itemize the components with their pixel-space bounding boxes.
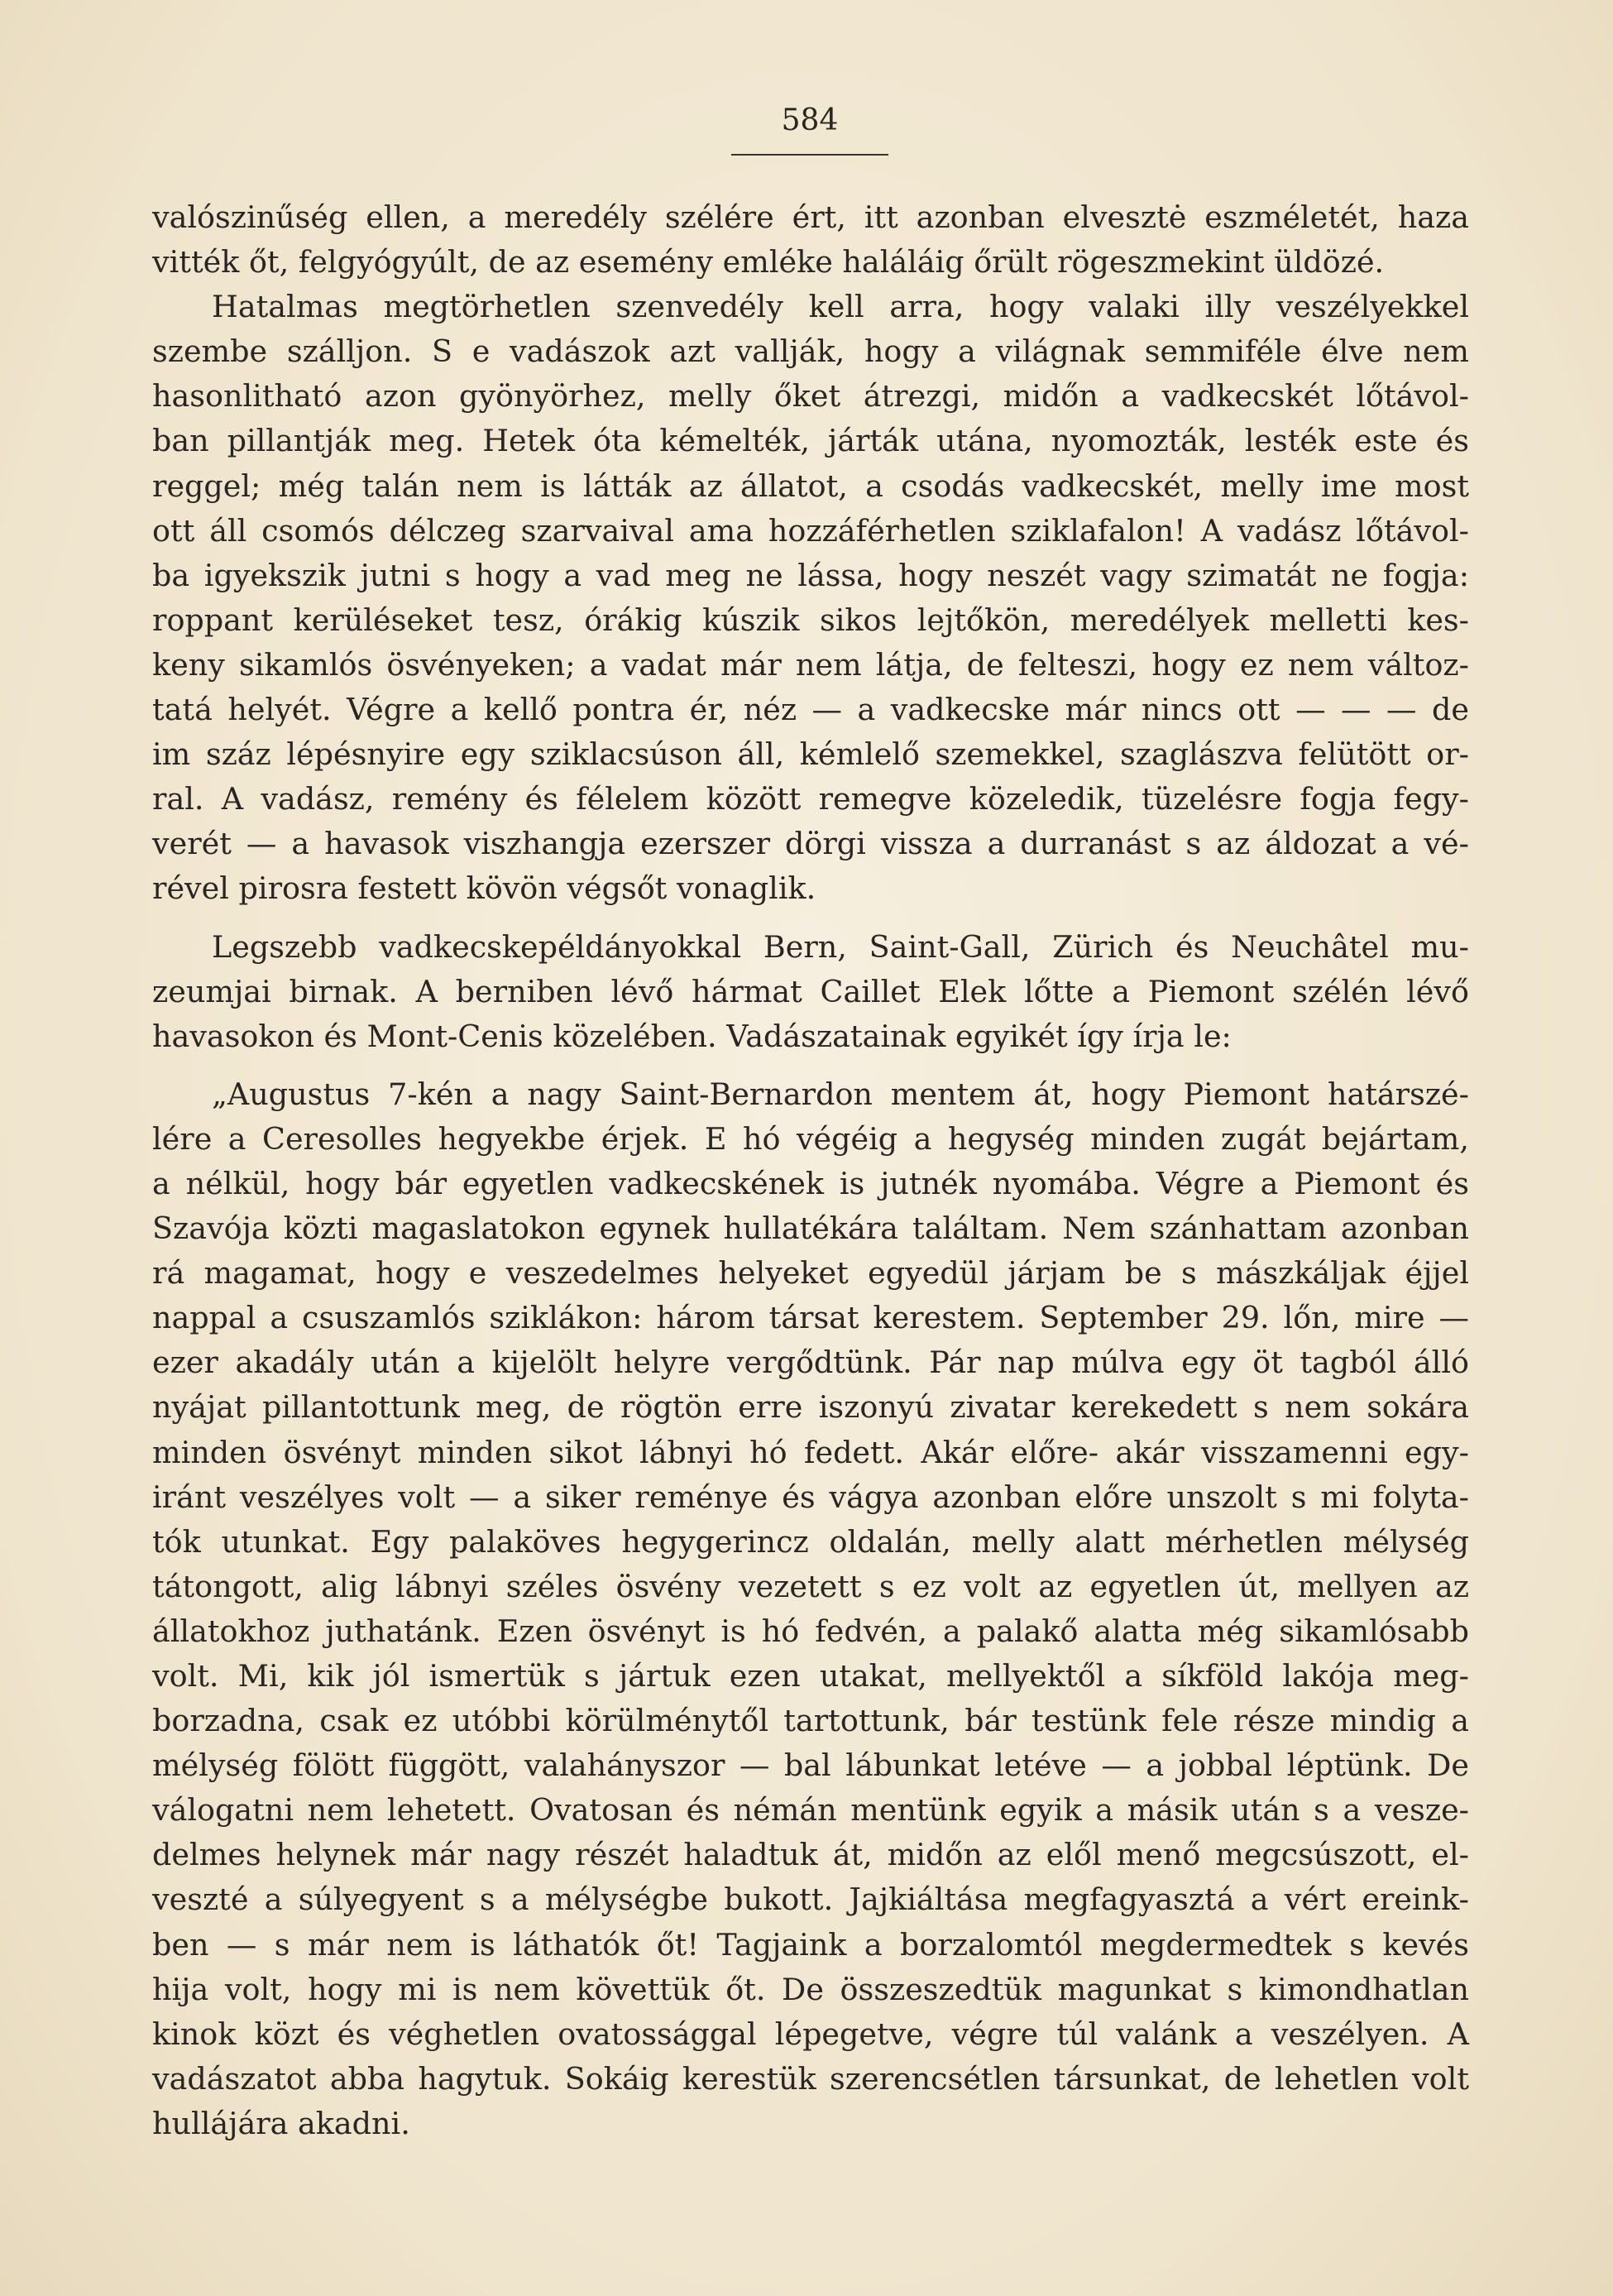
text-line: ba igyekszik jutni s hogy a vad meg ne lássa, hogy neszét vagy szimatát ne fogja:: [152, 557, 1469, 593]
text-line: havasokon és Mont-Cenis közelében. Vadászatainak egyikét így írja le:: [152, 1018, 1232, 1054]
quote-line: tók utunkat. Egy palaköves hegygerincz oldalán, melly alatt mérhetlen mélység: [152, 1523, 1469, 1560]
text-line: valószinűség ellen, a meredély szélére ért, itt azonban elvesztė eszméletét, haza: [152, 199, 1469, 235]
text-line: vitték őt, felgyógyúlt, de az esemény emléke haláláig őrült rögeszmekint üldözé.: [152, 244, 1385, 280]
quote-line: borzadna, csak ez utóbbi körülménytől tartottunk, bár testünk fele része mindig a: [152, 1703, 1469, 1739]
text-line: verét — a havasok viszhangja ezerszer dörgi vissza a durranást s az áldozat a vé-: [152, 826, 1469, 862]
text-line: szembe szálljon. S e vadászok azt vallják, hogy a világnak semmiféle élve nem: [152, 333, 1469, 370]
quote-line: kinok közt és véghetlen ovatossággal lépegetve, végre túl valánk a veszélyen. A: [152, 2016, 1469, 2052]
quote-line: tátongott, alig lábnyi széles ösvény vezetett s ez volt az egyetlen út, mellyen az: [152, 1568, 1469, 1604]
quote-line: volt. Mi, kik jól ismertük s jártuk ezen utakat, mellyektől a síkföld lakója meg-: [152, 1658, 1469, 1694]
text-line: rével pirosra festett kövön végsőt vonaglik.: [152, 870, 816, 907]
quote-line: delmes helynek már nagy részét haladtuk át, midőn az elől menő megcsúszott, el-: [152, 1837, 1469, 1873]
quote-line: állatokhoz juthatánk. Ezen ösvényt is hó fedvén, a palakő alatta még sikamlósabb: [152, 1613, 1469, 1649]
text-line: keny sikamlós ösvényeken; a vadat már nem látja, de felteszi, hogy ez nem változ-: [152, 646, 1469, 683]
text-line: reggel; még talán nem is látták az állatot, a csodás vadkecskét, melly ime most: [152, 467, 1469, 504]
quote-line: nappal a csuszamlós sziklákon: három társat kerestem. September 29. lőn, mire —: [152, 1300, 1469, 1336]
quote-line: ezer akadály után a kijelölt helyre vergődtünk. Pár nap múlva egy öt tagból álló: [152, 1345, 1469, 1381]
quote-line: iránt veszélyes volt — a siker reménye és vágya azonban előre unszolt s mi folyta-: [152, 1479, 1469, 1515]
quote-line: vadászatot abba hagytuk. Sokáig kerestük szerencsétlen társunkat, de lehetlen volt: [152, 2060, 1469, 2097]
quote-line: veszté a súlyegyent s a mélységbe bukott. Jajkiáltása megfagyasztá a vért ereink-: [152, 1881, 1469, 1918]
text-line: ral. A vadász, remény és félelem között remegve közeledik, tüzelésre fogja fegy-: [152, 781, 1469, 817]
text-line: ott áll csomós délczeg szarvaival ama hozzáférhetlen sziklafalon! A vadász lőtávol-: [152, 512, 1469, 549]
text-line: Hatalmas megtörhetlen szenvedély kell arra, hogy valaki illy veszélyekkel: [212, 289, 1469, 325]
quote-line: hija volt, hogy mi is nem követtük őt. De összeszedtük magunkat s kimondhatlan: [152, 1971, 1469, 2007]
text-line: tatá helyét. Végre a kellő pontra ér, néz — a vadkecske már nincs ott — — — de: [152, 692, 1469, 728]
quote-line: „Augustus 7-kén a nagy Saint-Bernardon mentem át, hogy Piemont határszé-: [212, 1076, 1469, 1112]
text-line: roppant kerüléseket tesz, órákig kúszik sikos lejtőkön, meredélyek melletti kes-: [152, 602, 1469, 638]
text-line: zeumjai birnak. A berniben lévő hármat Caillet Elek lőtte a Piemont szélén lévő: [152, 973, 1469, 1009]
quote-line: a nélkül, hogy bár egyetlen vadkecskének is jutnék nyomába. Végre a Piemont és: [152, 1165, 1469, 1201]
text-line: ban pillantják meg. Hetek óta kémelték, járták utána, nyomozták, lesték este és: [152, 423, 1469, 459]
body-text: [152, 195, 1469, 2146]
quote-line: mélység fölött függött, valahányszor — bal lábunkat letéve — a jobbal léptünk. De: [152, 1747, 1469, 1784]
paragraph-gap: [152, 912, 1469, 925]
quote-line: ben — s már nem is láthatók őt! Tagjaink a borzalomtól megdermedtek s kevés: [152, 1926, 1469, 1963]
quote-line: rá magamat, hogy e veszedelmes helyeket egyedül járjam be s mászkáljak éjjel: [152, 1255, 1469, 1292]
paragraph-gap: [152, 1059, 1469, 1072]
header-rule: [731, 154, 888, 156]
quote-line: lére a Ceresolles hegyekbe érjek. E hó végéig a hegység minden zugát bejártam,: [152, 1120, 1469, 1157]
page-number: 584: [781, 103, 839, 137]
quote-line: Szavója közti magaslatokon egynek hullatékára találtam. Nem szánhattam azonban: [152, 1210, 1469, 1247]
text-line: Legszebb vadkecskepéldányokkal Bern, Saint-Gall, Zürich és Neuchâtel mu-: [212, 928, 1469, 965]
text-line: hasonlitható azon gyönyörhez, melly őket átrezgi, midőn a vadkecskét lőtávol-: [152, 378, 1469, 415]
quote-line: válogatni nem lehetett. Ovatosan és némán mentünk egyik a másik után s a vesze-: [152, 1792, 1469, 1829]
quote-line: minden ösvényt minden sikot lábnyi hó fedett. Akár előre- akár visszamenni egy-: [152, 1434, 1469, 1470]
quote-line: nyájat pillantottunk meg, de rögtön erre iszonyú zivatar kerekedett s nem sokára: [152, 1389, 1469, 1426]
text-line: im száz lépésnyire egy sziklacsúson áll, kémlelő szemekkel, szaglászva felütött or-: [152, 736, 1469, 773]
quote-line: hullájára akadni.: [152, 2105, 410, 2141]
